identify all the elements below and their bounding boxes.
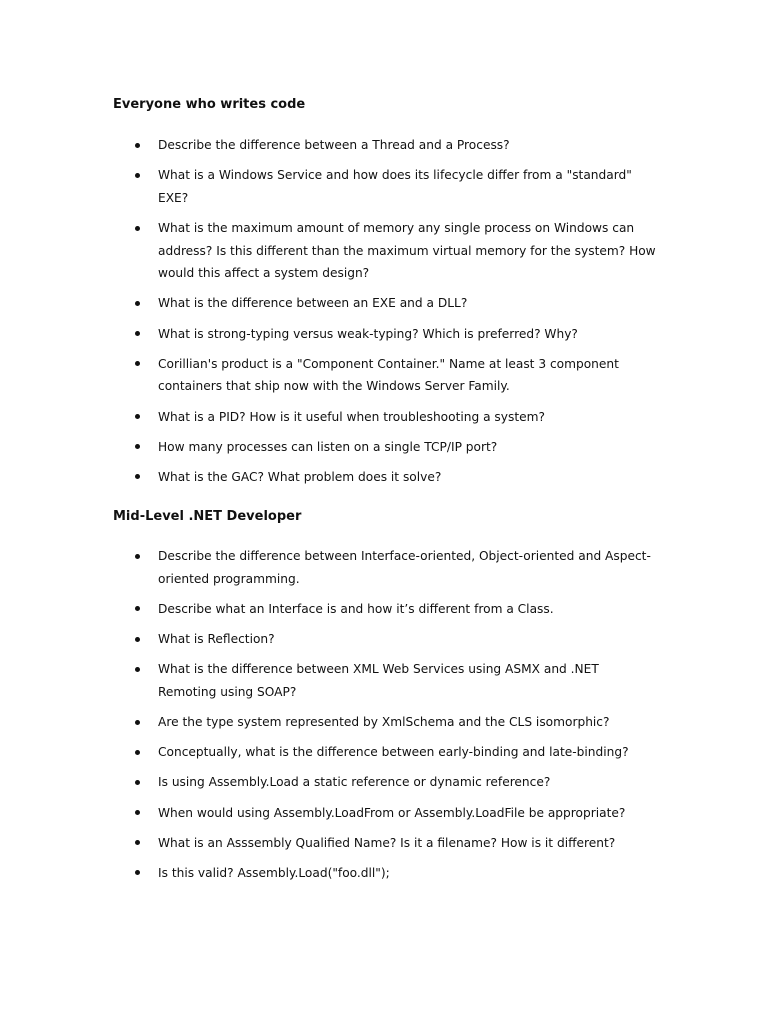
question-list-everyone <box>0 134 768 496</box>
bullet-icon <box>135 226 140 231</box>
bullet-icon <box>135 361 140 366</box>
bullet-icon <box>135 637 140 642</box>
bullet-icon <box>135 870 140 875</box>
bullet-icon <box>135 606 140 611</box>
list-item: Conceptually, what is the difference between early-binding and late-binding? <box>0 741 658 764</box>
list-item: What is the difference between XML Web Services using ASMX and .NET Remoting using SOAP? <box>0 658 658 703</box>
bullet-icon <box>135 840 140 845</box>
list-item: What is a PID? How is it useful when troubleshooting a system? <box>0 406 658 429</box>
list-item: Describe what an Interface is and how it’s different from a Class. <box>0 598 658 621</box>
list-item: Corillian's product is a "Component Container." Name at least 3 component containers that ship now with the Windows Server Family. <box>0 353 658 398</box>
list-item: What is an Asssembly Qualified Name? Is it a filename? How is it different? <box>0 832 658 855</box>
list-item: Describe the difference between Interface-oriented, Object-oriented and Aspect-oriented programming. <box>0 545 658 590</box>
list-item: How many processes can listen on a single TCP/IP port? <box>0 436 658 459</box>
bullet-icon <box>135 750 140 755</box>
bullet-icon <box>135 810 140 815</box>
list-item: What is Reflection? <box>0 628 658 651</box>
list-item: Is this valid? Assembly.Load("foo.dll"); <box>0 862 658 885</box>
list-item: What is the difference between an EXE and a DLL? <box>0 292 658 315</box>
bullet-icon <box>135 720 140 725</box>
list-item: Describe the difference between a Thread and a Process? <box>0 134 658 157</box>
bullet-icon <box>135 173 140 178</box>
list-item: Is using Assembly.Load a static reference or dynamic reference? <box>0 771 658 794</box>
bullet-icon <box>135 331 140 336</box>
bullet-icon <box>135 474 140 479</box>
list-item: What is the maximum amount of memory any single process on Windows can address? Is this different than the maximum virtual memory for the system? How would this affect a system design? <box>0 217 658 285</box>
bullet-icon <box>135 667 140 672</box>
bullet-icon <box>135 301 140 306</box>
list-item: What is a Windows Service and how does its lifecycle differ from a "standard" EXE? <box>0 164 658 209</box>
list-item: What is the GAC? What problem does it solve? <box>0 466 658 489</box>
bullet-icon <box>135 780 140 785</box>
list-item: When would using Assembly.LoadFrom or Assembly.LoadFile be appropriate? <box>0 802 658 825</box>
list-item: What is strong-typing versus weak-typing? Which is preferred? Why? <box>0 323 658 346</box>
list-item: Are the type system represented by XmlSchema and the CLS isomorphic? <box>0 711 658 734</box>
bullet-icon <box>135 444 140 449</box>
bullet-icon <box>135 143 140 148</box>
section-heading-mid-level: Mid-Level .NET Developer <box>113 509 302 524</box>
question-list-mid-level <box>0 545 768 892</box>
bullet-icon <box>135 414 140 419</box>
section-heading-everyone: Everyone who writes code <box>113 97 306 112</box>
bullet-icon <box>135 554 140 559</box>
